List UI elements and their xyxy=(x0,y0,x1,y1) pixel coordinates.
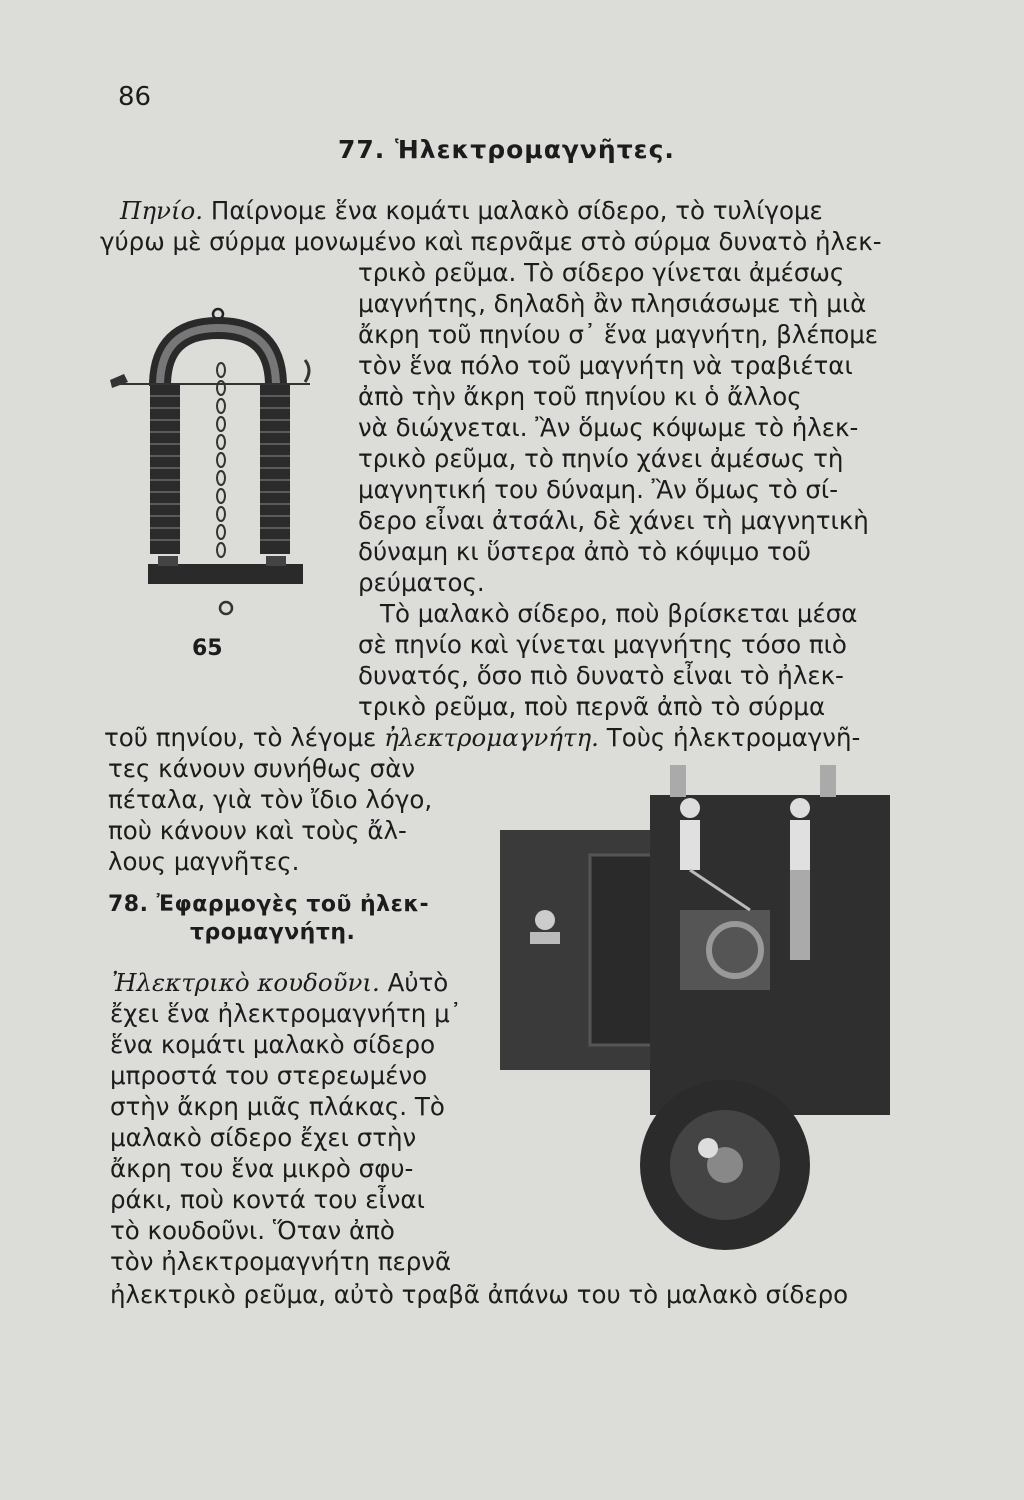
electric-bell-photo xyxy=(490,760,900,1260)
text-line: γύρω μὲ σύρμα μονωμένο καὶ περνᾶμε στὸ σύρμα δυνατὸ ἠλεκ- xyxy=(100,227,882,256)
text-line: μαγνήτης, δηλαδὴ ἂν πλησιάσωμε τὴ μιὰ xyxy=(358,289,867,318)
section-78-title-cont: τρομαγνήτη. xyxy=(190,920,356,945)
section-77-title: 77. Ἡλεκτρομαγνῆτες. xyxy=(338,135,675,164)
text-span: Αὐτὸ xyxy=(387,968,449,997)
term-electromagnet: ἠλεκτρομαγνήτη. xyxy=(384,723,599,752)
text-line: ἄκρη του ἕνα μικρὸ σφυ- xyxy=(110,1154,414,1183)
text-line: ποὺ κάνουν καὶ τοὺς ἄλ- xyxy=(108,816,407,845)
text-line: τρικὸ ρεῦμα, τὸ πηνίο χάνει ἀμέσως τὴ xyxy=(358,444,844,473)
horseshoe-electromagnet-figure xyxy=(100,300,330,680)
text-span: Παίρνομε ἕνα κομάτι μαλακὸ σίδερο, τὸ τυλίγομε xyxy=(210,196,823,225)
text-line: ἔχει ἕνα ἠλεκτρομαγνήτη μ᾽ xyxy=(110,999,462,1028)
text-line: λους μαγνῆτες. xyxy=(108,847,300,876)
page-number: 86 xyxy=(118,82,152,112)
text-line: νὰ διώχνεται. Ἂν ὅμως κόψωμε τὸ ἠλεκ- xyxy=(358,413,859,442)
text-line: τὸν ἠλεκτρομαγνήτη περνᾶ xyxy=(110,1247,452,1276)
text-line: μαλακὸ σίδερο ἔχει στὴν xyxy=(110,1123,417,1152)
text-line: τὸ κουδοῦνι. Ὅταν ἀπὸ xyxy=(110,1216,395,1245)
text-line: ἀπὸ τὴν ἄκρη τοῦ πηνίου κι ὁ ἄλλος xyxy=(358,382,802,411)
term-electric-bell: Ἠλεκτρικὸ κουδοῦνι. xyxy=(112,968,380,997)
text-line: σὲ πηνίο καὶ γίνεται μαγνήτης τόσο πιὸ xyxy=(358,630,847,659)
text-span: Τοὺς ἠλεκτρομαγνῆ- xyxy=(606,723,861,752)
section-78-title: 78. Ἐφαρμογὲς τοῦ ἠλεκ- xyxy=(108,892,430,917)
text-line xyxy=(112,968,448,998)
text-line: Τὸ μαλακὸ σίδερο, ποὺ βρίσκεται μέσα xyxy=(380,599,858,628)
text-line: δύναμη κι ὕστερα ἀπὸ τὸ κόψιμο τοῦ xyxy=(358,537,811,566)
text-line: τὸν ἕνα πόλο τοῦ μαγνήτη νὰ τραβιέται xyxy=(358,351,853,380)
text-line xyxy=(120,196,823,226)
text-line: τρικὸ ρεῦμα. Τὸ σίδερο γίνεται ἀμέσως xyxy=(358,258,845,287)
text-line: ἕνα κομάτι μαλακὸ σίδερο xyxy=(110,1030,436,1059)
figure-label: 65 xyxy=(192,636,223,661)
text-span: τοῦ πηνίου, τὸ λέγομε xyxy=(104,723,377,752)
text-line: ρεύματος. xyxy=(358,568,485,597)
text-line: μπροστά του στερεωμένο xyxy=(110,1061,428,1090)
text-line: ἠλεκτρικὸ ρεῦμα, αὐτὸ τραβᾶ ἀπάνω του τὸ μαλακὸ σίδερο xyxy=(110,1280,849,1309)
term-coil: Πηνίο. xyxy=(120,196,204,225)
text-line: δερο εἶναι ἀτσάλι, δὲ χάνει τὴ μαγνητικὴ xyxy=(358,506,869,535)
text-line: ἄκρη τοῦ πηνίου σ᾽ ἕνα μαγνήτη, βλέπομε xyxy=(358,320,879,349)
text-line: τες κάνουν συνήθως σὰν xyxy=(108,754,416,783)
text-line: ράκι, ποὺ κοντά του εἶναι xyxy=(110,1185,425,1214)
text-line: πέταλα, γιὰ τὸν ἴδιο λόγο, xyxy=(108,785,433,814)
text-line: μαγνητική του δύναμη. Ἂν ὅμως τὸ σί- xyxy=(358,475,839,504)
text-line xyxy=(104,723,860,753)
text-line: δυνατός, ὅσο πιὸ δυνατὸ εἶναι τὸ ἠλεκ- xyxy=(358,661,844,690)
text-line: τρικὸ ρεῦμα, ποὺ περνᾶ ἀπὸ τὸ σύρμα xyxy=(358,692,826,721)
text-line: στὴν ἄκρη μιᾶς πλάκας. Τὸ xyxy=(110,1092,445,1121)
